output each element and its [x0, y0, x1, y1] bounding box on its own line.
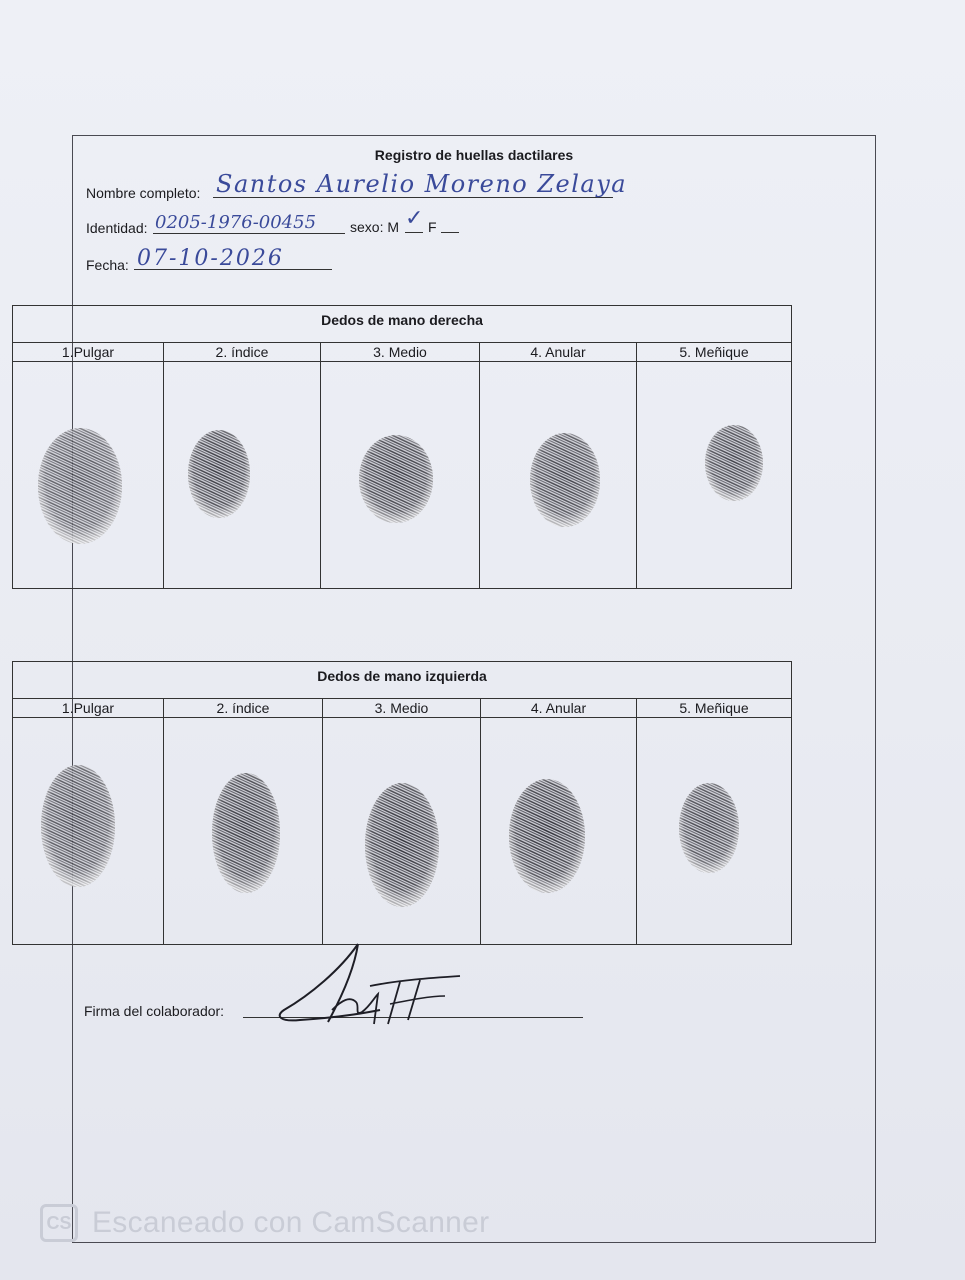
right-little-cell: [637, 362, 791, 588]
right-index-header: 2. índice: [164, 343, 321, 361]
left-middle-print: [363, 782, 441, 910]
sex-f-underline: [441, 232, 459, 233]
right-thumb-cell: [13, 362, 164, 588]
right-hand-print-cells: [13, 362, 791, 588]
left-middle-cell: [323, 718, 481, 944]
left-thumb-print: [39, 764, 117, 890]
right-ring-header: 4. Anular: [480, 343, 637, 361]
left-hand-title: Dedos de mano izquierda: [13, 662, 791, 699]
left-little-print: [677, 782, 741, 876]
right-middle-header: 3. Medio: [321, 343, 480, 361]
right-ring-print: [528, 432, 602, 530]
sex-check-mark: ✓: [405, 206, 424, 231]
left-little-header: 5. Meñique: [679, 700, 749, 716]
sex-label: sexo: M: [350, 219, 400, 235]
signature-label: Firma del colaborador:: [84, 1003, 225, 1019]
right-thumb-print: [35, 428, 125, 550]
id-label: Identidad:: [86, 220, 148, 236]
form-title: Registro de huellas dactilares: [374, 147, 574, 163]
left-index-print: [210, 772, 282, 896]
right-little-header: 5. Meñique: [679, 344, 749, 360]
left-thumb-header: 1.Pulgar: [13, 699, 164, 717]
right-thumb-header: 1.Pulgar: [13, 343, 164, 361]
right-hand-title: Dedos de mano derecha: [13, 306, 791, 343]
date-label: Fecha:: [86, 257, 129, 273]
left-thumb-cell: [13, 718, 164, 944]
right-hand-table: [12, 305, 792, 589]
camscanner-text: Escaneado con CamScanner: [92, 1206, 490, 1239]
name-label: Nombre completo:: [86, 185, 201, 201]
left-little-cell: [637, 718, 791, 944]
left-hand-column-headers: [13, 699, 791, 718]
right-little-print: [703, 424, 765, 504]
id-value: 0205-1976-00455: [155, 212, 317, 233]
right-index-print: [186, 429, 252, 521]
collaborator-signature: [270, 940, 470, 1032]
right-middle-cell: [321, 362, 480, 588]
name-value: Santos Aurelio Moreno Zelaya: [216, 170, 628, 198]
camscanner-logo-icon: CS: [40, 1204, 78, 1242]
left-hand-table: [12, 661, 792, 945]
left-index-header: 2. índice: [164, 699, 323, 717]
id-underline: [153, 233, 345, 234]
sex-m-underline: [405, 232, 423, 233]
left-ring-cell: [481, 718, 637, 944]
left-index-cell: [164, 718, 323, 944]
left-hand-print-cells: [13, 718, 791, 944]
right-ring-cell: [480, 362, 637, 588]
sex-f-label: F: [428, 219, 437, 235]
right-index-cell: [164, 362, 321, 588]
left-ring-print: [507, 778, 587, 896]
camscanner-watermark: [40, 1204, 489, 1242]
left-ring-header: 4. Anular: [481, 699, 637, 717]
right-hand-column-headers: [13, 343, 791, 362]
left-middle-header: 3. Medio: [323, 699, 481, 717]
right-middle-print: [357, 434, 435, 526]
date-value: 07-10-2026: [137, 246, 284, 271]
